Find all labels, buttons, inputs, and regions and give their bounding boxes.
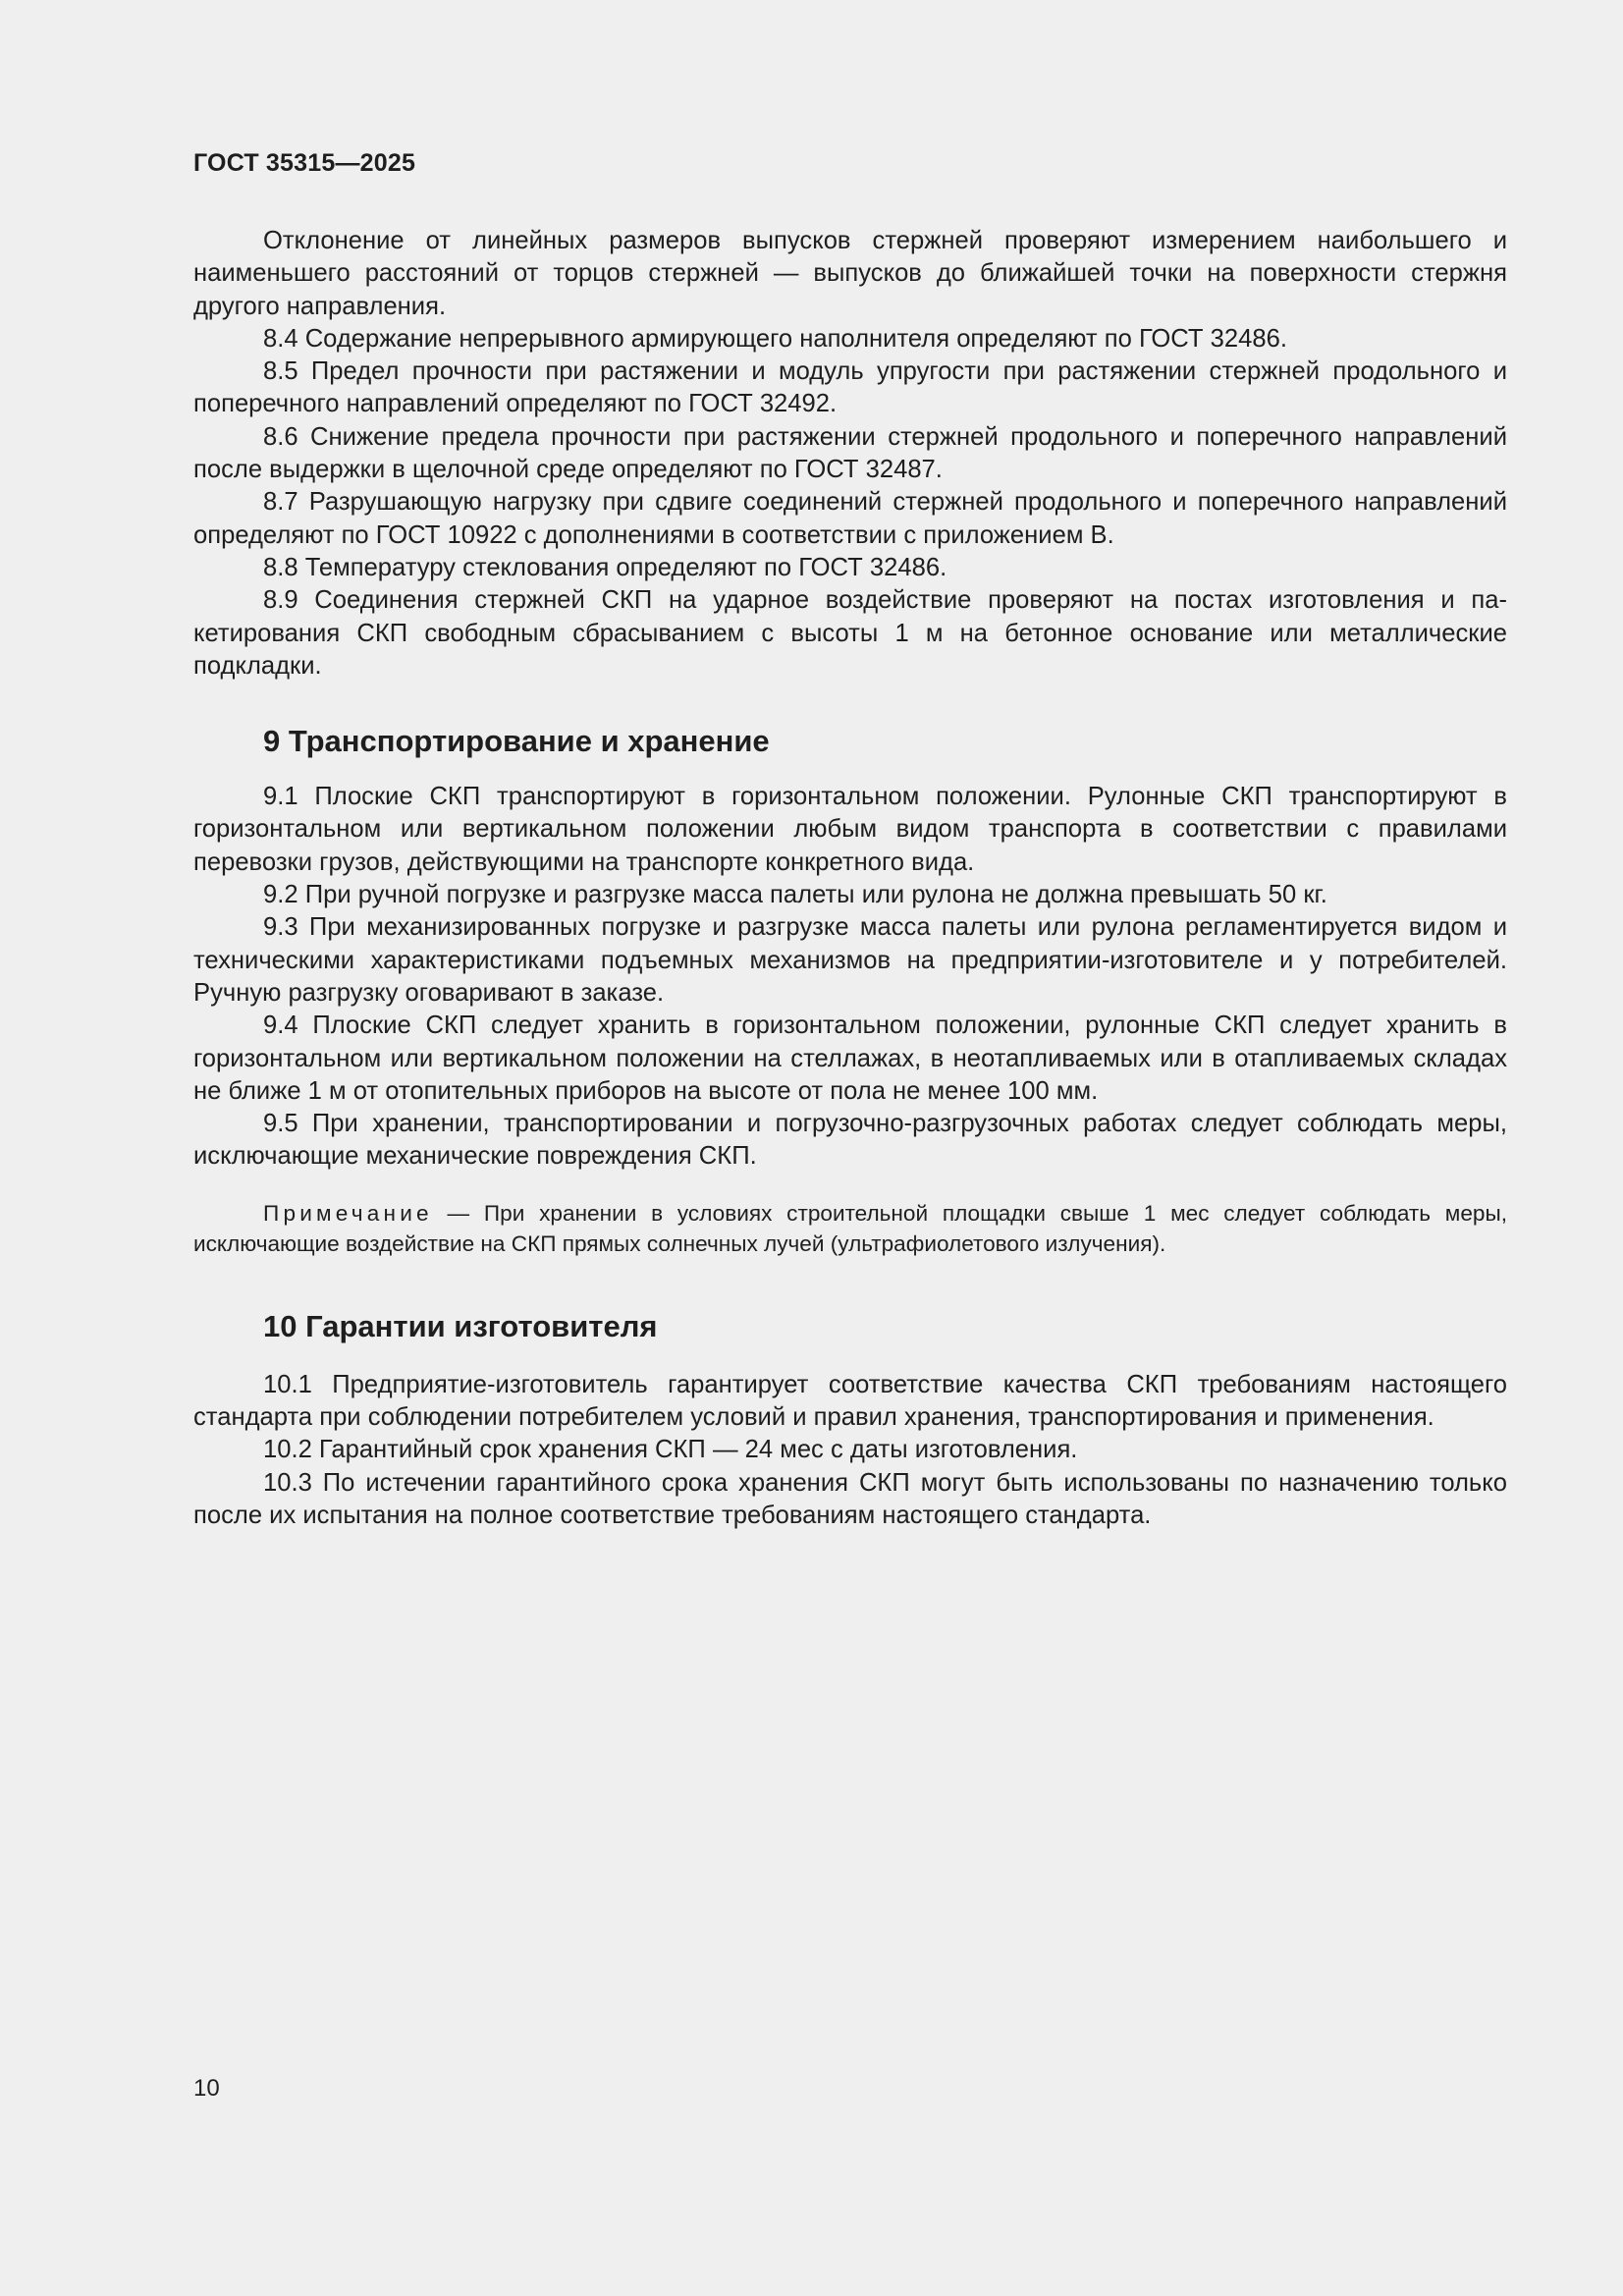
note-text: — При хранении в условиях строительной площадки свыше 1 мес следует соблюдать меры, исключающие воздействие на СКП прямых солнечных лучей (ультрафиолетового излучения). [193, 1200, 1507, 1256]
section-10-heading: 10 Гарантии изготовителя [263, 1308, 658, 1343]
paragraph-8-6: 8.6 Снижение предела прочности при растяжении стержней продольного и поперечного направлений после выдержки в щелочной среде определяют по ГОСТ 32487. [193, 422, 1507, 484]
paragraph-8-8: 8.8 Температуру стеклования определяют по ГОСТ 32486. [263, 553, 947, 581]
note-label: Примечание [263, 1200, 433, 1226]
paragraph-8-7: 8.7 Разрушающую нагрузку при сдвиге соединений стержней продольного и поперечного направлений определяют по ГОСТ 10922 с дополнениями в соответствии с приложением В. [193, 488, 1507, 549]
paragraph-10-2: 10.2 Гарантийный срок хранения СКП — 24 мес с даты изготовления. [263, 1436, 1078, 1464]
paragraph-intro: Отклонение от линейных размеров выпусков стержней проверяют измерением наибольшего и наименьшего расстояний от торцов стержней — выпусков до ближайшей точки на поверхности стержня другого направления. [193, 227, 1507, 320]
page-number: 10 [193, 2075, 220, 2102]
paragraph-9-5: 9.5 При хранении, транспортировании и погрузочно-разгрузочных работах следует соблюдать меры, исключающие механические повреждения СКП. [193, 1110, 1507, 1171]
paragraph-9-2: 9.2 При ручной погрузке и разгрузке масса палеты или рулона не должна превышать 50 кг. [263, 881, 1327, 909]
paragraph-9-1: 9.1 Плоские СКП транспортируют в горизонтальном положении. Рулонные СКП транспортируют в горизонтальном или вертикальном положении любым видом транспорта в соответствии с правилами перевозки грузов, действующими на транспорте конкретного вида. [193, 783, 1507, 876]
document-header: ГОСТ 35315—2025 [193, 149, 416, 177]
section-9-heading: 9 Транспортирование и хранение [263, 724, 770, 759]
paragraph-9-3: 9.3 При механизированных погрузке и разгрузке масса палеты или рулона регламентируется видом и техническими характеристиками подъемных механизмов на предприятии-изготовителе и у потребителей. Ручную разгрузку оговаривают в заказе. [193, 913, 1507, 1007]
paragraph-10-3: 10.3 По истечении гарантийного срока хранения СКП могут быть использованы по назначению только после их испытания на полное соответствие требованиям настоящего стандарта. [193, 1468, 1507, 1529]
page-content [193, 225, 1507, 1532]
note-9 [193, 1198, 1507, 1259]
paragraph-8-9: 8.9 Соединения стержней СКП на ударное воздействие проверяют на постах изготовления и пакетирования СКП свободным сбрасыванием с высоты 1 м на бетонное основание или металлические подкладки. [193, 586, 1507, 680]
paragraph-8-5: 8.5 Предел прочности при растяжении и модуль упругости при растяжении стержней продольного и поперечного направлений определяют по ГОСТ 32492. [193, 357, 1507, 418]
paragraph-9-4: 9.4 Плоские СКП следует хранить в горизонтальном положении, рулонные СКП следует хранить в горизонтальном или вертикальном положении на стеллажах, в неотапливаемых или в отапливаемых складах не ближе 1 м от отопительных приборов на высоте от пола не менее 100 мм. [193, 1011, 1507, 1105]
paragraph-10-1: 10.1 Предприятие-изготовитель гарантирует соответствие качества СКП требованиям настоящего стандарта при соблюдении потребителем условий и правил хранения, транспортирования и применения. [193, 1370, 1507, 1432]
paragraph-8-4: 8.4 Содержание непрерывного армирующего наполнителя определяют по ГОСТ 32486. [263, 324, 1287, 353]
